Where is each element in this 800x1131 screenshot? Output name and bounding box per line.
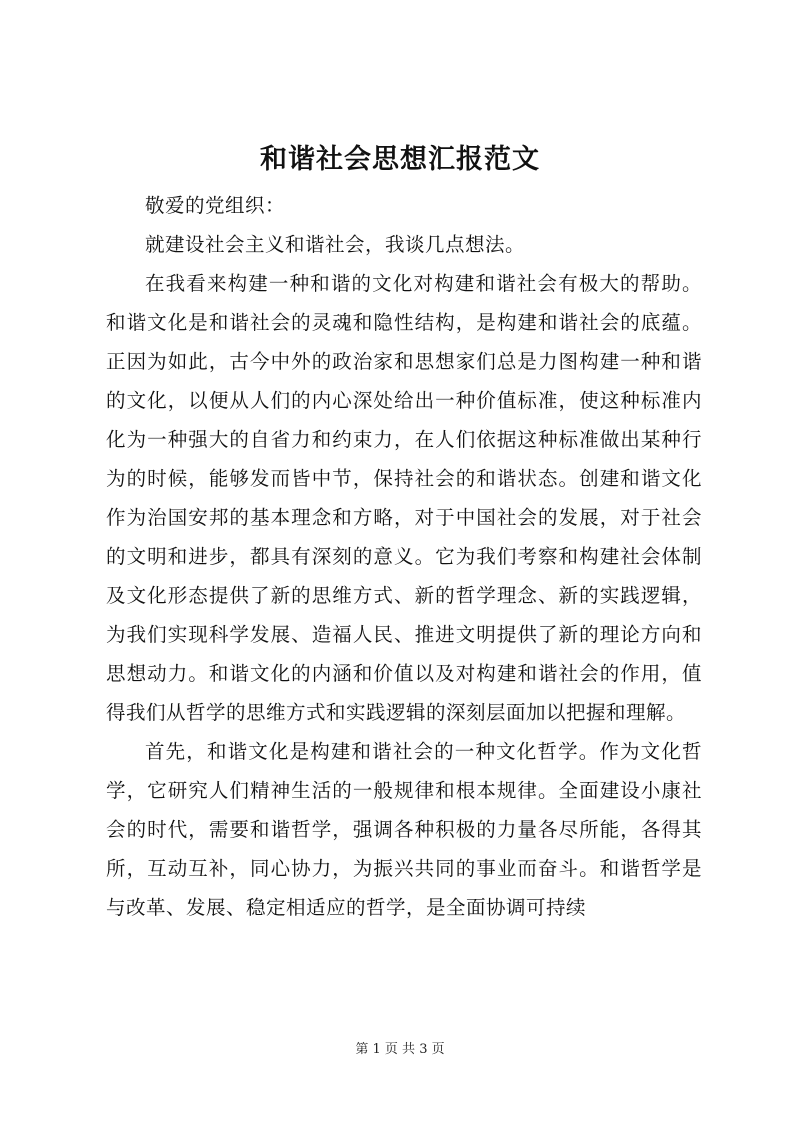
document-title: 和谐社会思想汇报范文 (260, 144, 540, 175)
page-number-footer: 第 1 页 共 3 页 (355, 1042, 445, 1057)
body-paragraph: 首先，和谐文化是构建和谐社会的一种文化哲学。作为文化哲学，它研究人们精神生活的一般规律和根本规律。全面建设小康社会的时代，需要和谐哲学，强调各种积极的力量各尽所能，各得其所，互动互补，同心协力，为振兴共同的事业而奋斗。和谐哲学是与改革、发展、稳定相适应的哲学，是全面协调可持续 (106, 740, 702, 919)
body-paragraph: 在我看来构建一种和谐的文化对构建和谐社会有极大的帮助。和谐文化是和谐社会的灵魂和隐性结构，是构建和谐社会的底蕴。正因为如此，古今中外的政治家和思想家们总是力图构建一种和谐的文化，以便从人们的内心深处给出一种价值标准，使这种标准内化为一种强大的自省力和约束力，在人们依据这种标准做出某种行为的时候，能够发而皆中节，保持社会的和谐状态。创建和谐文化作为治国安邦的基本理念和方略，对于中国社会的发展，对于社会的文明和进步，都具有深刻的意义。它为我们考察和构建社会体制及文化形态提供了新的思维方式、新的哲学理念、新的实践逻辑，为我们实现科学发展、造福人民、推进文明提供了新的理论方向和思想动力。和谐文化的内涵和价值以及对构建和谐社会的作用，值得我们从哲学的思维方式和实践逻辑的深刻层面加以把握和理解。 (106, 272, 702, 724)
intro-paragraph: 就建设社会主义和谐社会，我谈几点想法。 (145, 233, 526, 256)
salutation-paragraph: 敬爱的党组织： (145, 194, 286, 217)
document-body (106, 186, 702, 927)
